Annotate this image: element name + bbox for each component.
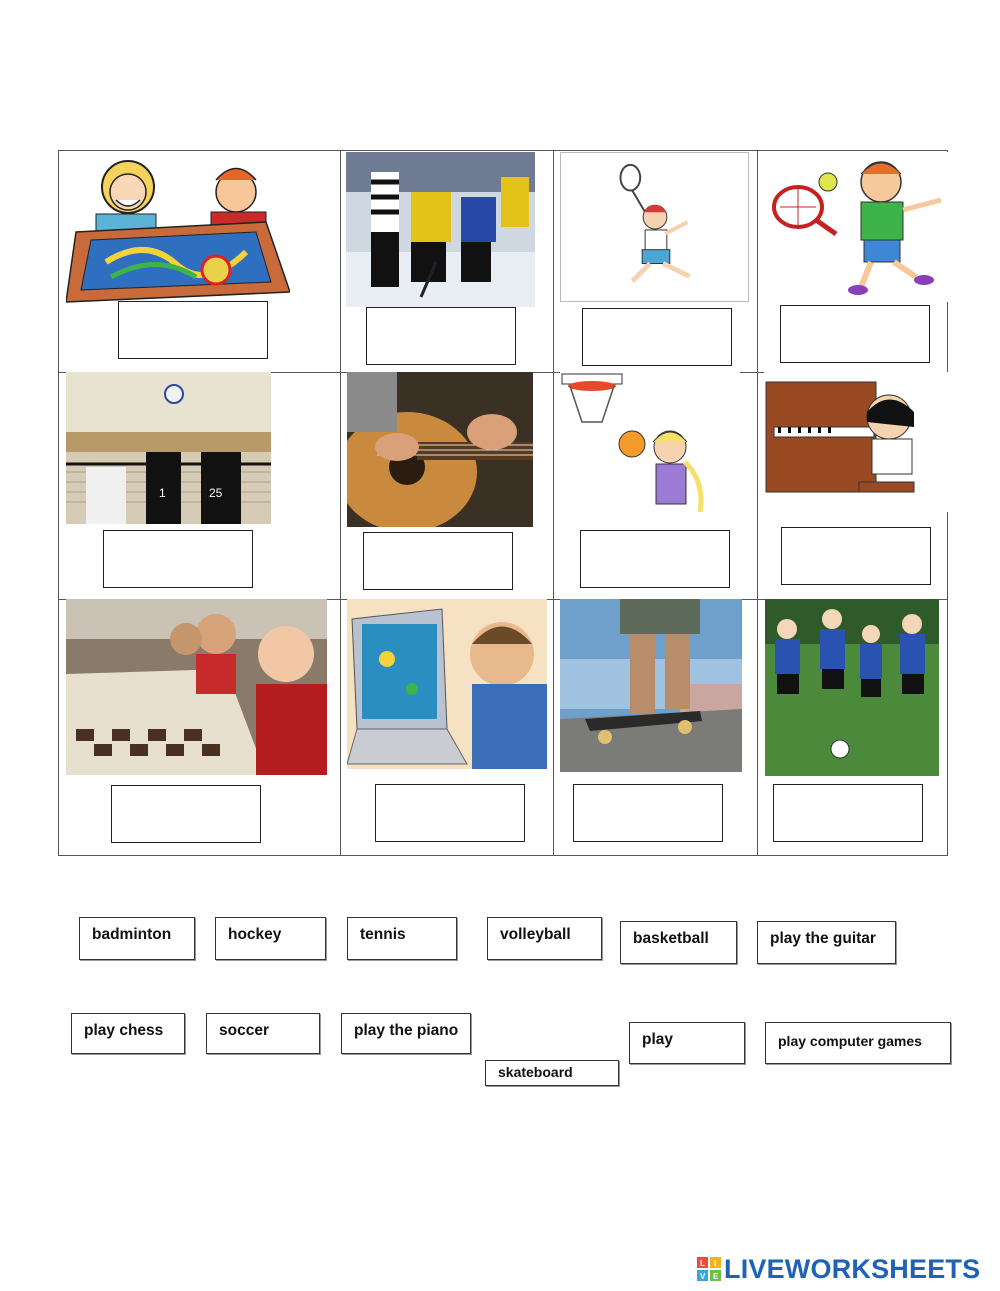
- picture-soccer-kids: [765, 599, 939, 776]
- word-tennis[interactable]: tennis: [347, 917, 457, 960]
- answer-box-9[interactable]: [111, 785, 261, 843]
- liveworksheets-logo-icon: [697, 1257, 721, 1281]
- answer-box-4[interactable]: [780, 305, 930, 363]
- grid-divider: [553, 151, 554, 855]
- answer-box-8[interactable]: [781, 527, 931, 585]
- picture-tennis-player: [766, 152, 948, 302]
- grid-divider: [757, 151, 758, 855]
- answer-box-7[interactable]: [580, 530, 730, 588]
- answer-box-12[interactable]: [773, 784, 923, 842]
- picture-basketball-girl: [560, 372, 740, 520]
- svg-text:1: 1: [159, 486, 166, 500]
- word-play-computer-games[interactable]: play computer games: [765, 1022, 951, 1064]
- word-basketball[interactable]: basketball: [620, 921, 737, 964]
- svg-text:L: L: [700, 1259, 705, 1268]
- grid-divider: [340, 151, 341, 855]
- svg-text:25: 25: [209, 486, 223, 500]
- picture-computer-game-boy: [347, 599, 547, 769]
- word-skateboard[interactable]: skateboard: [485, 1060, 619, 1086]
- word-badminton[interactable]: badminton: [79, 917, 195, 960]
- picture-volleyball-match: [66, 372, 271, 524]
- answer-box-1[interactable]: [118, 301, 268, 359]
- svg-text:I: I: [714, 1259, 717, 1268]
- answer-box-5[interactable]: [103, 530, 253, 588]
- answer-box-10[interactable]: [375, 784, 525, 842]
- answer-box-11[interactable]: [573, 784, 723, 842]
- picture-chess-kids: [66, 599, 327, 775]
- picture-piano-girl: [764, 372, 948, 512]
- picture-badminton-player: [560, 152, 749, 302]
- word-soccer[interactable]: soccer: [206, 1013, 320, 1054]
- picture-board-game: [66, 152, 290, 307]
- answer-box-3[interactable]: [582, 308, 732, 366]
- liveworksheets-brand: [697, 1254, 995, 1284]
- word-play-the-guitar[interactable]: play the guitar: [757, 921, 896, 964]
- brand-name: LIVEWORKSHEETS: [724, 1254, 981, 1284]
- word-play[interactable]: play: [629, 1022, 745, 1064]
- answer-box-2[interactable]: [366, 307, 516, 365]
- answer-box-6[interactable]: [363, 532, 513, 590]
- picture-ice-hockey: [346, 152, 535, 307]
- svg-text:E: E: [713, 1272, 719, 1281]
- word-volleyball[interactable]: volleyball: [487, 917, 602, 960]
- svg-text:V: V: [700, 1272, 706, 1281]
- picture-skateboarder: [560, 599, 742, 772]
- word-play-the-piano[interactable]: play the piano: [341, 1013, 471, 1054]
- word-hockey[interactable]: hockey: [215, 917, 326, 960]
- picture-guitar-playing: [347, 372, 533, 527]
- word-play-chess[interactable]: play chess: [71, 1013, 185, 1054]
